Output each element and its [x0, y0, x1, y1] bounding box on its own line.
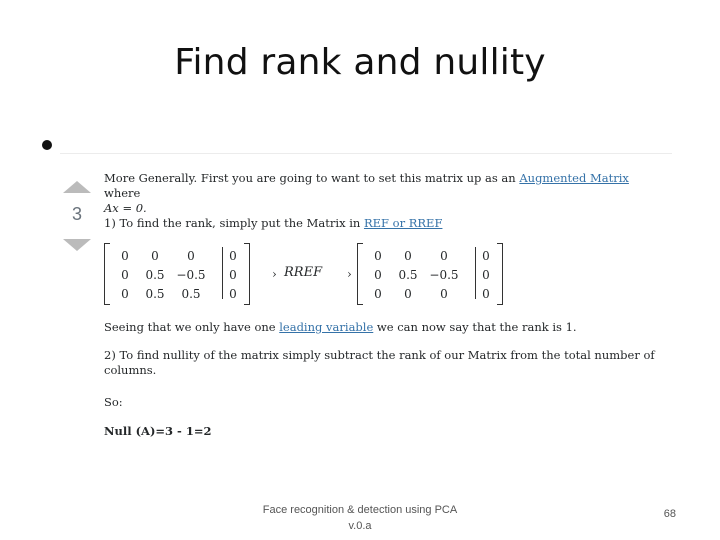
nullity-result: Null (A)=3 - 1=2 — [104, 424, 212, 438]
matrix-cell: 0 — [121, 268, 129, 282]
matrix-cell: 0 — [187, 249, 195, 263]
paragraph-intro — [104, 171, 664, 216]
paragraph-rank-step — [104, 216, 442, 231]
page-number: 68 — [663, 508, 676, 520]
footer-line-1: Face recognition & detection using PCA — [262, 504, 458, 516]
matrix-cell: 0 — [440, 249, 448, 263]
rank-result-after: we can now say that the rank is 1. — [373, 320, 577, 334]
matrix-cell: 0 — [121, 287, 129, 301]
matrix-cell: 0.5 — [181, 287, 201, 301]
matrix-cell: 0 — [374, 268, 382, 282]
matrix-cell: 0.5 — [145, 268, 165, 282]
ref-rref-link[interactable]: REF or RREF — [363, 216, 443, 230]
matrix-cell: 0 — [151, 249, 159, 263]
matrix-cell: 0 — [404, 287, 412, 301]
upvote-arrow-icon[interactable] — [63, 181, 91, 193]
slide-title: Find rank and nullity — [174, 42, 546, 83]
matrix-cell: 0 — [374, 249, 382, 263]
paragraph-nullity-step: 2) To find nullity of the matrix simply subtract the rank of our Matrix from the total number of columns. — [104, 348, 655, 377]
paragraph-so: So: — [104, 395, 123, 409]
rref-label: RREF — [284, 265, 323, 280]
rank-result-text: Seeing that we only have one — [104, 320, 280, 334]
matrix-cell: 0.5 — [398, 268, 418, 282]
paragraph-rank-result — [104, 320, 577, 335]
slide-footer — [240, 502, 480, 534]
matrix-cell: 0 — [482, 268, 490, 282]
matrix-cell: 0 — [229, 268, 237, 282]
matrix-cell: 0 — [440, 287, 448, 301]
matrix-rref — [357, 243, 503, 305]
augmented-matrix-link[interactable]: Augmented Matrix — [519, 171, 629, 185]
matrix-cell: 0 — [229, 249, 237, 263]
vote-panel — [56, 176, 98, 254]
equation-ax-0: Ax = 0. — [104, 201, 147, 215]
matrix-augmented — [104, 243, 250, 305]
rank-step-text: 1) To find the rank, simply put the Matrix in — [104, 216, 364, 230]
matrix-cell: 0 — [482, 287, 490, 301]
matrix-cell: 0 — [121, 249, 129, 263]
matrix-row — [104, 243, 504, 305]
vote-count: 3 — [71, 204, 82, 224]
intro-after: where — [104, 186, 141, 200]
matrix-cell: 0 — [482, 249, 490, 263]
bullet-point — [42, 140, 52, 150]
matrix-cell: 0 — [374, 287, 382, 301]
downvote-arrow-icon[interactable] — [63, 239, 91, 251]
intro-text: More Generally. First you are going to want to set this matrix up as an — [104, 171, 520, 185]
footer-line-2: v.0.a — [348, 520, 372, 532]
matrix-cell: 0.5 — [145, 287, 165, 301]
matrix-cell: −0.5 — [429, 268, 459, 282]
leading-variable-link[interactable]: leading variable — [279, 320, 374, 334]
divider — [60, 153, 672, 154]
matrix-cell: 0 — [229, 287, 237, 301]
arrow-glyph-2: › — [347, 267, 352, 281]
matrix-cell: −0.5 — [176, 268, 206, 282]
matrix-cell: 0 — [404, 249, 412, 263]
arrow-glyph-1: › — [272, 267, 277, 281]
